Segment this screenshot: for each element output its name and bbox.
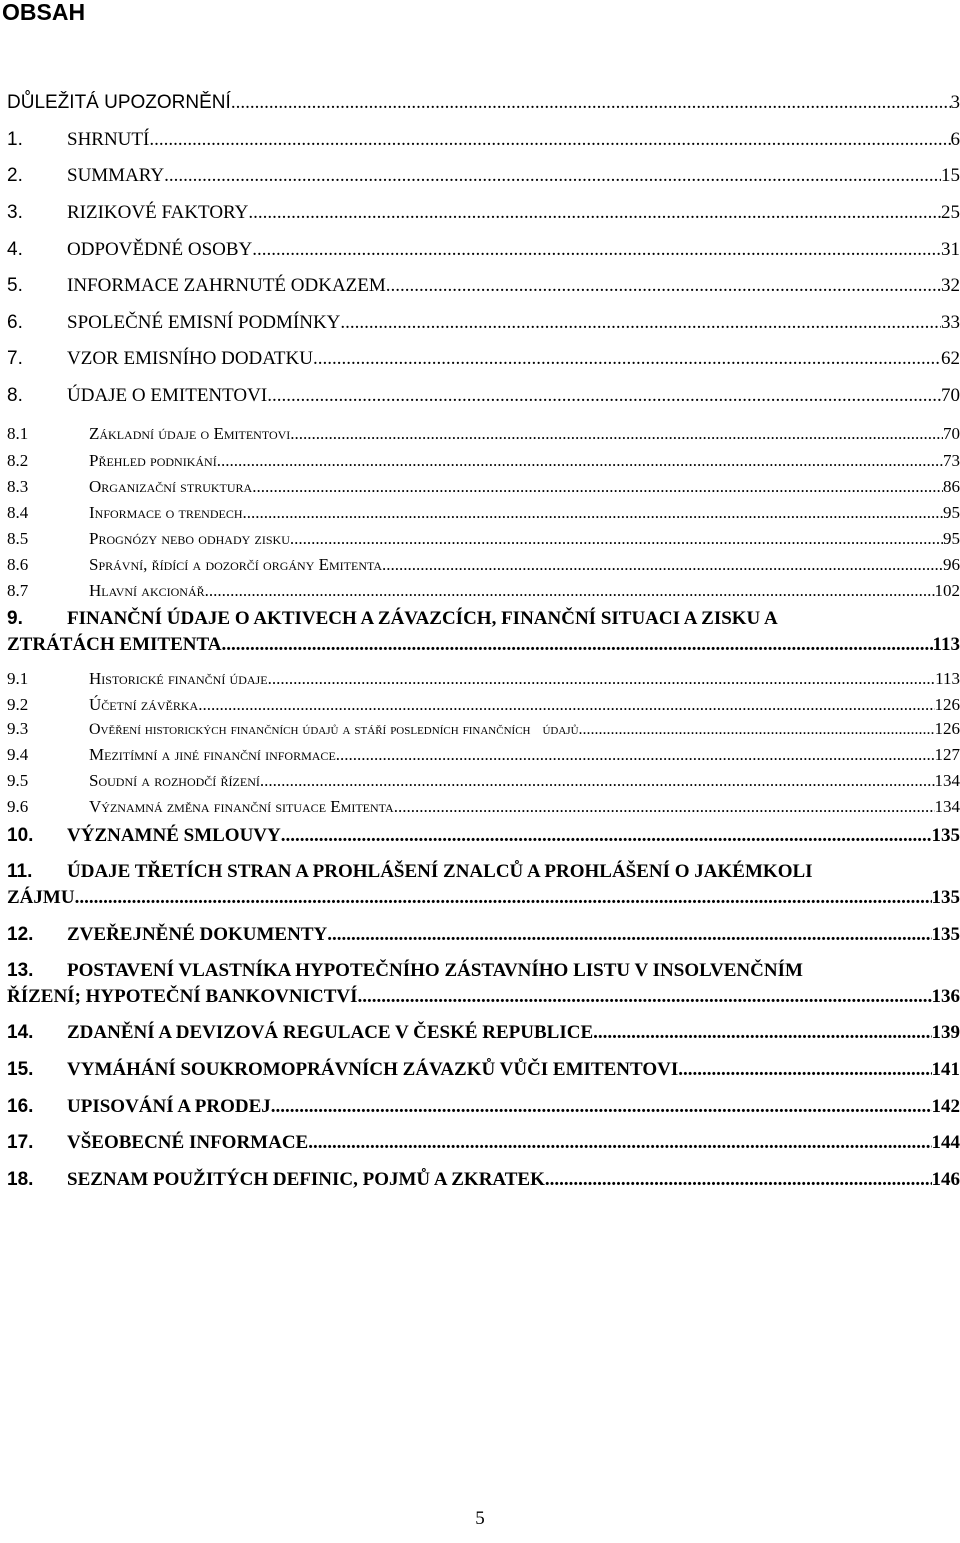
toc-entry-number: 12. — [7, 924, 34, 945]
page-title: OBSAH — [2, 0, 86, 25]
toc-entry-number: 9.4 — [7, 745, 29, 764]
toc-entry-title: SHRNUTÍ — [67, 129, 150, 150]
toc-entry[interactable] — [7, 312, 960, 334]
toc-entry-page: 139 — [931, 1022, 960, 1043]
toc-entry-number: 13. — [7, 960, 34, 981]
dot-leader — [336, 745, 935, 765]
toc-entry-page: 146 — [931, 1169, 960, 1190]
toc-entry-number: 8.4 — [7, 503, 29, 522]
toc-entry[interactable] — [7, 1169, 960, 1191]
toc-entry-number: 8.6 — [7, 555, 29, 574]
toc-entry-page: 95 — [943, 503, 960, 522]
toc-subentry[interactable] — [7, 451, 960, 471]
dot-leader — [358, 986, 932, 1008]
toc-entry-number: 5. — [7, 275, 23, 296]
toc-entry-title: POSTAVENÍ VLASTNÍKA HYPOTEČNÍHO ZÁSTAVNÍHO LISTU V INSOLVENČNÍM — [67, 960, 803, 981]
toc-entry-title: ODPOVĚDNÉ OSOBY — [67, 239, 253, 260]
toc-entry-number: 11. — [7, 861, 33, 882]
toc-entry-number: 8.2 — [7, 451, 29, 470]
dot-leader — [340, 312, 941, 334]
toc-entry-page: 142 — [931, 1096, 960, 1117]
toc-entry-page: 6 — [950, 129, 960, 150]
toc-entry-page: 144 — [931, 1132, 960, 1153]
toc-entry-page: 15 — [941, 165, 960, 186]
toc-entry-page: 135 — [931, 924, 960, 945]
toc-entry-title: SPOLEČNÉ EMISNÍ PODMÍNKY — [67, 312, 341, 333]
toc-entry-page: 70 — [941, 385, 960, 406]
toc-entry-page: 134 — [934, 771, 960, 790]
toc-entry-title: ÚDAJE O EMITENTOVI — [67, 385, 268, 406]
toc-entry[interactable] — [7, 275, 960, 297]
toc-entry-title: ÚDAJE TŘETÍCH STRAN A PROHLÁŠENÍ ZNALCŮ A PROHLÁŠENÍ O JAKÉMKOLI — [67, 861, 813, 882]
toc-entry-number: 9.3 — [7, 719, 29, 738]
toc-entry-title: VZOR EMISNÍHO DODATKU — [67, 348, 313, 369]
toc-entry-title: Ověření historických finančních údajů a stáří posledních finančních údajů — [89, 721, 579, 738]
toc-entry-number: 2. — [7, 165, 23, 186]
toc-entry-title: Historické finanční údaje — [89, 669, 268, 688]
toc-entry-line1 — [7, 960, 803, 982]
toc-entry-page: 113 — [935, 669, 960, 688]
toc-entry-title: Účetní závěrka — [89, 695, 199, 714]
toc-entry-title: ZDANĚNÍ A DEVIZOVÁ REGULACE V ČESKÉ REPUBLICE — [67, 1022, 594, 1043]
dot-leader — [545, 1169, 932, 1191]
toc-entry-number: 8.1 — [7, 424, 29, 443]
toc-entry-number: 7. — [7, 348, 23, 369]
toc-entry-title-cont: ZTRÁTÁCH EMITENTA — [7, 634, 222, 655]
toc-entry-number: 9.2 — [7, 695, 29, 714]
toc-entry[interactable] — [7, 825, 960, 847]
toc-entry-number: 8.3 — [7, 477, 29, 496]
toc-subentry[interactable] — [7, 503, 960, 523]
toc-entry[interactable] — [7, 924, 960, 946]
toc-entry-title: FINANČNÍ ÚDAJE O AKTIVECH A ZÁVAZCÍCH, FINANČNÍ SITUACI A ZISKU A — [67, 608, 778, 629]
toc-entry-title: VŠEOBECNÉ INFORMACE — [67, 1132, 309, 1153]
toc-subentry[interactable] — [7, 719, 960, 739]
dot-leader — [248, 202, 941, 224]
toc-entry-title: Informace o trendech — [89, 503, 243, 522]
toc-subentry[interactable] — [7, 581, 960, 601]
dot-leader — [281, 825, 932, 847]
toc-entry-page: 3 — [950, 92, 960, 113]
toc-subentry[interactable] — [7, 669, 960, 689]
toc-entry[interactable] — [7, 1132, 960, 1154]
toc-entry-number: 14. — [7, 1022, 34, 1043]
toc-entry[interactable] — [7, 1096, 960, 1118]
dot-leader — [164, 165, 941, 187]
toc-entry[interactable] — [7, 385, 960, 407]
toc-entry-number: 8. — [7, 385, 23, 406]
dot-leader — [149, 129, 950, 151]
toc-entry-number: 16. — [7, 1096, 34, 1117]
dot-leader — [290, 529, 943, 549]
dot-leader — [394, 797, 935, 817]
dot-leader — [217, 451, 943, 471]
toc-entry-page: 134 — [934, 797, 960, 816]
toc-entry-number: 17. — [7, 1132, 34, 1153]
toc-subentry[interactable] — [7, 424, 960, 444]
toc-entry[interactable] — [7, 239, 960, 261]
dot-leader — [252, 477, 943, 497]
dot-leader — [75, 887, 932, 909]
toc-entry-title: ZVEŘEJNĚNÉ DOKUMENTY — [67, 924, 328, 945]
dot-leader — [221, 634, 932, 656]
toc-entry-page: 113 — [932, 634, 960, 655]
toc-entry-number: 10. — [7, 825, 34, 846]
toc-entry-title: INFORMACE ZAHRNUTÉ ODKAZEM — [67, 275, 386, 296]
toc-subentry[interactable] — [7, 771, 960, 791]
toc-entry[interactable] — [7, 165, 960, 187]
toc-entry-title: VÝZNAMNÉ SMLOUVY — [67, 825, 281, 846]
toc-entry-title: Prognózy nebo odhady zisku — [89, 529, 290, 548]
toc-entry-page: 70 — [943, 424, 960, 443]
toc-entry-page: 135 — [931, 887, 960, 908]
toc-entry-number: 3. — [7, 202, 23, 223]
toc-entry-page: 32 — [941, 275, 960, 296]
toc-entry-title: Organizační struktura — [89, 477, 253, 496]
toc-entry-title: SUMMARY — [67, 165, 165, 186]
toc-entry-page: 31 — [941, 239, 960, 260]
toc-entry[interactable] — [7, 92, 960, 114]
toc-entry-title: Správní, řídící a dozorčí orgány Emitenta — [89, 555, 383, 574]
toc-subentry[interactable] — [7, 797, 960, 817]
toc-entry-page: 86 — [943, 477, 960, 496]
toc-entry-number: 9.6 — [7, 797, 29, 816]
dot-leader — [290, 424, 943, 444]
dot-leader — [308, 1132, 931, 1154]
toc-entry[interactable] — [7, 1059, 960, 1081]
toc-entry-page: 127 — [934, 745, 960, 764]
toc-entry-title: UPISOVÁNÍ A PRODEJ — [67, 1096, 271, 1117]
toc-entry-number: 9.5 — [7, 771, 29, 790]
dot-leader — [267, 385, 941, 407]
toc-entry[interactable] — [7, 348, 960, 370]
dot-leader — [382, 555, 943, 575]
page-number: 5 — [475, 1508, 485, 1529]
toc-entry-title: SEZNAM POUŽITÝCH DEFINIC, POJMŮ A ZKRATEK — [67, 1169, 545, 1190]
dot-leader — [243, 503, 943, 523]
dot-leader — [260, 771, 935, 791]
toc-entry-page: 25 — [941, 202, 960, 223]
dot-leader — [327, 924, 931, 946]
toc-entry-page: 96 — [943, 555, 960, 574]
dot-leader — [205, 581, 935, 601]
toc-subentry[interactable] — [7, 555, 960, 575]
toc-entry-title: Základní údaje o Emitentovi — [89, 424, 291, 443]
toc-entry-page: 62 — [941, 348, 960, 369]
toc-entry-page: 73 — [943, 451, 960, 470]
toc-entry-page: 126 — [934, 695, 960, 714]
toc-entry-number: 9.1 — [7, 669, 29, 688]
toc-entry-page: 33 — [941, 312, 960, 333]
toc-entry-title: Soudní a rozhodčí řízení — [89, 771, 260, 790]
toc-entry-title-cont: ŘÍZENÍ; HYPOTEČNÍ BANKOVNICTVÍ — [7, 986, 358, 1007]
dot-leader — [313, 348, 941, 370]
toc-entry-number: 6. — [7, 312, 23, 333]
toc-entry-number: 9. — [7, 608, 23, 629]
toc-entry[interactable] — [7, 1022, 960, 1044]
toc-entry-line1 — [7, 608, 778, 630]
toc-entry-number: 8.7 — [7, 581, 29, 600]
toc-entry-number: 15. — [7, 1059, 34, 1080]
dot-leader — [231, 92, 951, 114]
dot-leader — [271, 1096, 932, 1118]
dot-leader — [579, 721, 935, 739]
toc-entry-page: 141 — [931, 1059, 960, 1080]
dot-leader — [268, 669, 936, 689]
toc-entry-page: 135 — [931, 825, 960, 846]
toc-entry[interactable] — [7, 634, 960, 656]
toc-entry-number: 1. — [7, 129, 23, 150]
toc-entry[interactable] — [7, 202, 960, 224]
toc-entry-page: 126 — [934, 719, 960, 738]
toc-subentry[interactable] — [7, 695, 960, 715]
toc-subentry[interactable] — [7, 745, 960, 765]
toc-subentry[interactable] — [7, 477, 960, 497]
toc-entry-page: 136 — [931, 986, 960, 1007]
dot-leader — [593, 1022, 931, 1044]
toc-entry-title: Přehled podnikání — [89, 451, 217, 470]
toc-entry-page: 95 — [943, 529, 960, 548]
toc-entry-title: Mezitímní a jiné finanční informace — [89, 745, 336, 764]
toc-entry[interactable] — [7, 887, 960, 909]
toc-entry-title: Významná změna finanční situace Emitenta — [89, 797, 394, 816]
dot-leader — [252, 239, 941, 261]
toc-entry-title-cont: ZÁJMU — [7, 887, 75, 908]
dot-leader — [678, 1059, 931, 1081]
toc-entry-title: DŮLEŽITÁ UPOZORNĚNÍ — [7, 92, 231, 113]
toc-entry[interactable] — [7, 986, 960, 1008]
toc-entry-title: VYMÁHÁNÍ SOUKROMOPRÁVNÍCH ZÁVAZKŮ VŮČI EMITENTOVI — [67, 1059, 679, 1080]
toc-entry-number: 18. — [7, 1169, 34, 1190]
dot-leader — [198, 695, 934, 715]
toc-subentry[interactable] — [7, 529, 960, 549]
toc-entry-number: 8.5 — [7, 529, 29, 548]
toc-entry-title: Hlavní akcionář — [89, 581, 205, 600]
toc-entry[interactable] — [7, 129, 960, 151]
toc-entry-number: 4. — [7, 239, 23, 260]
toc-entry-page: 102 — [934, 581, 960, 600]
toc-entry-title: RIZIKOVÉ FAKTORY — [67, 202, 249, 223]
toc-entry-line1 — [7, 861, 813, 883]
dot-leader — [386, 275, 941, 297]
